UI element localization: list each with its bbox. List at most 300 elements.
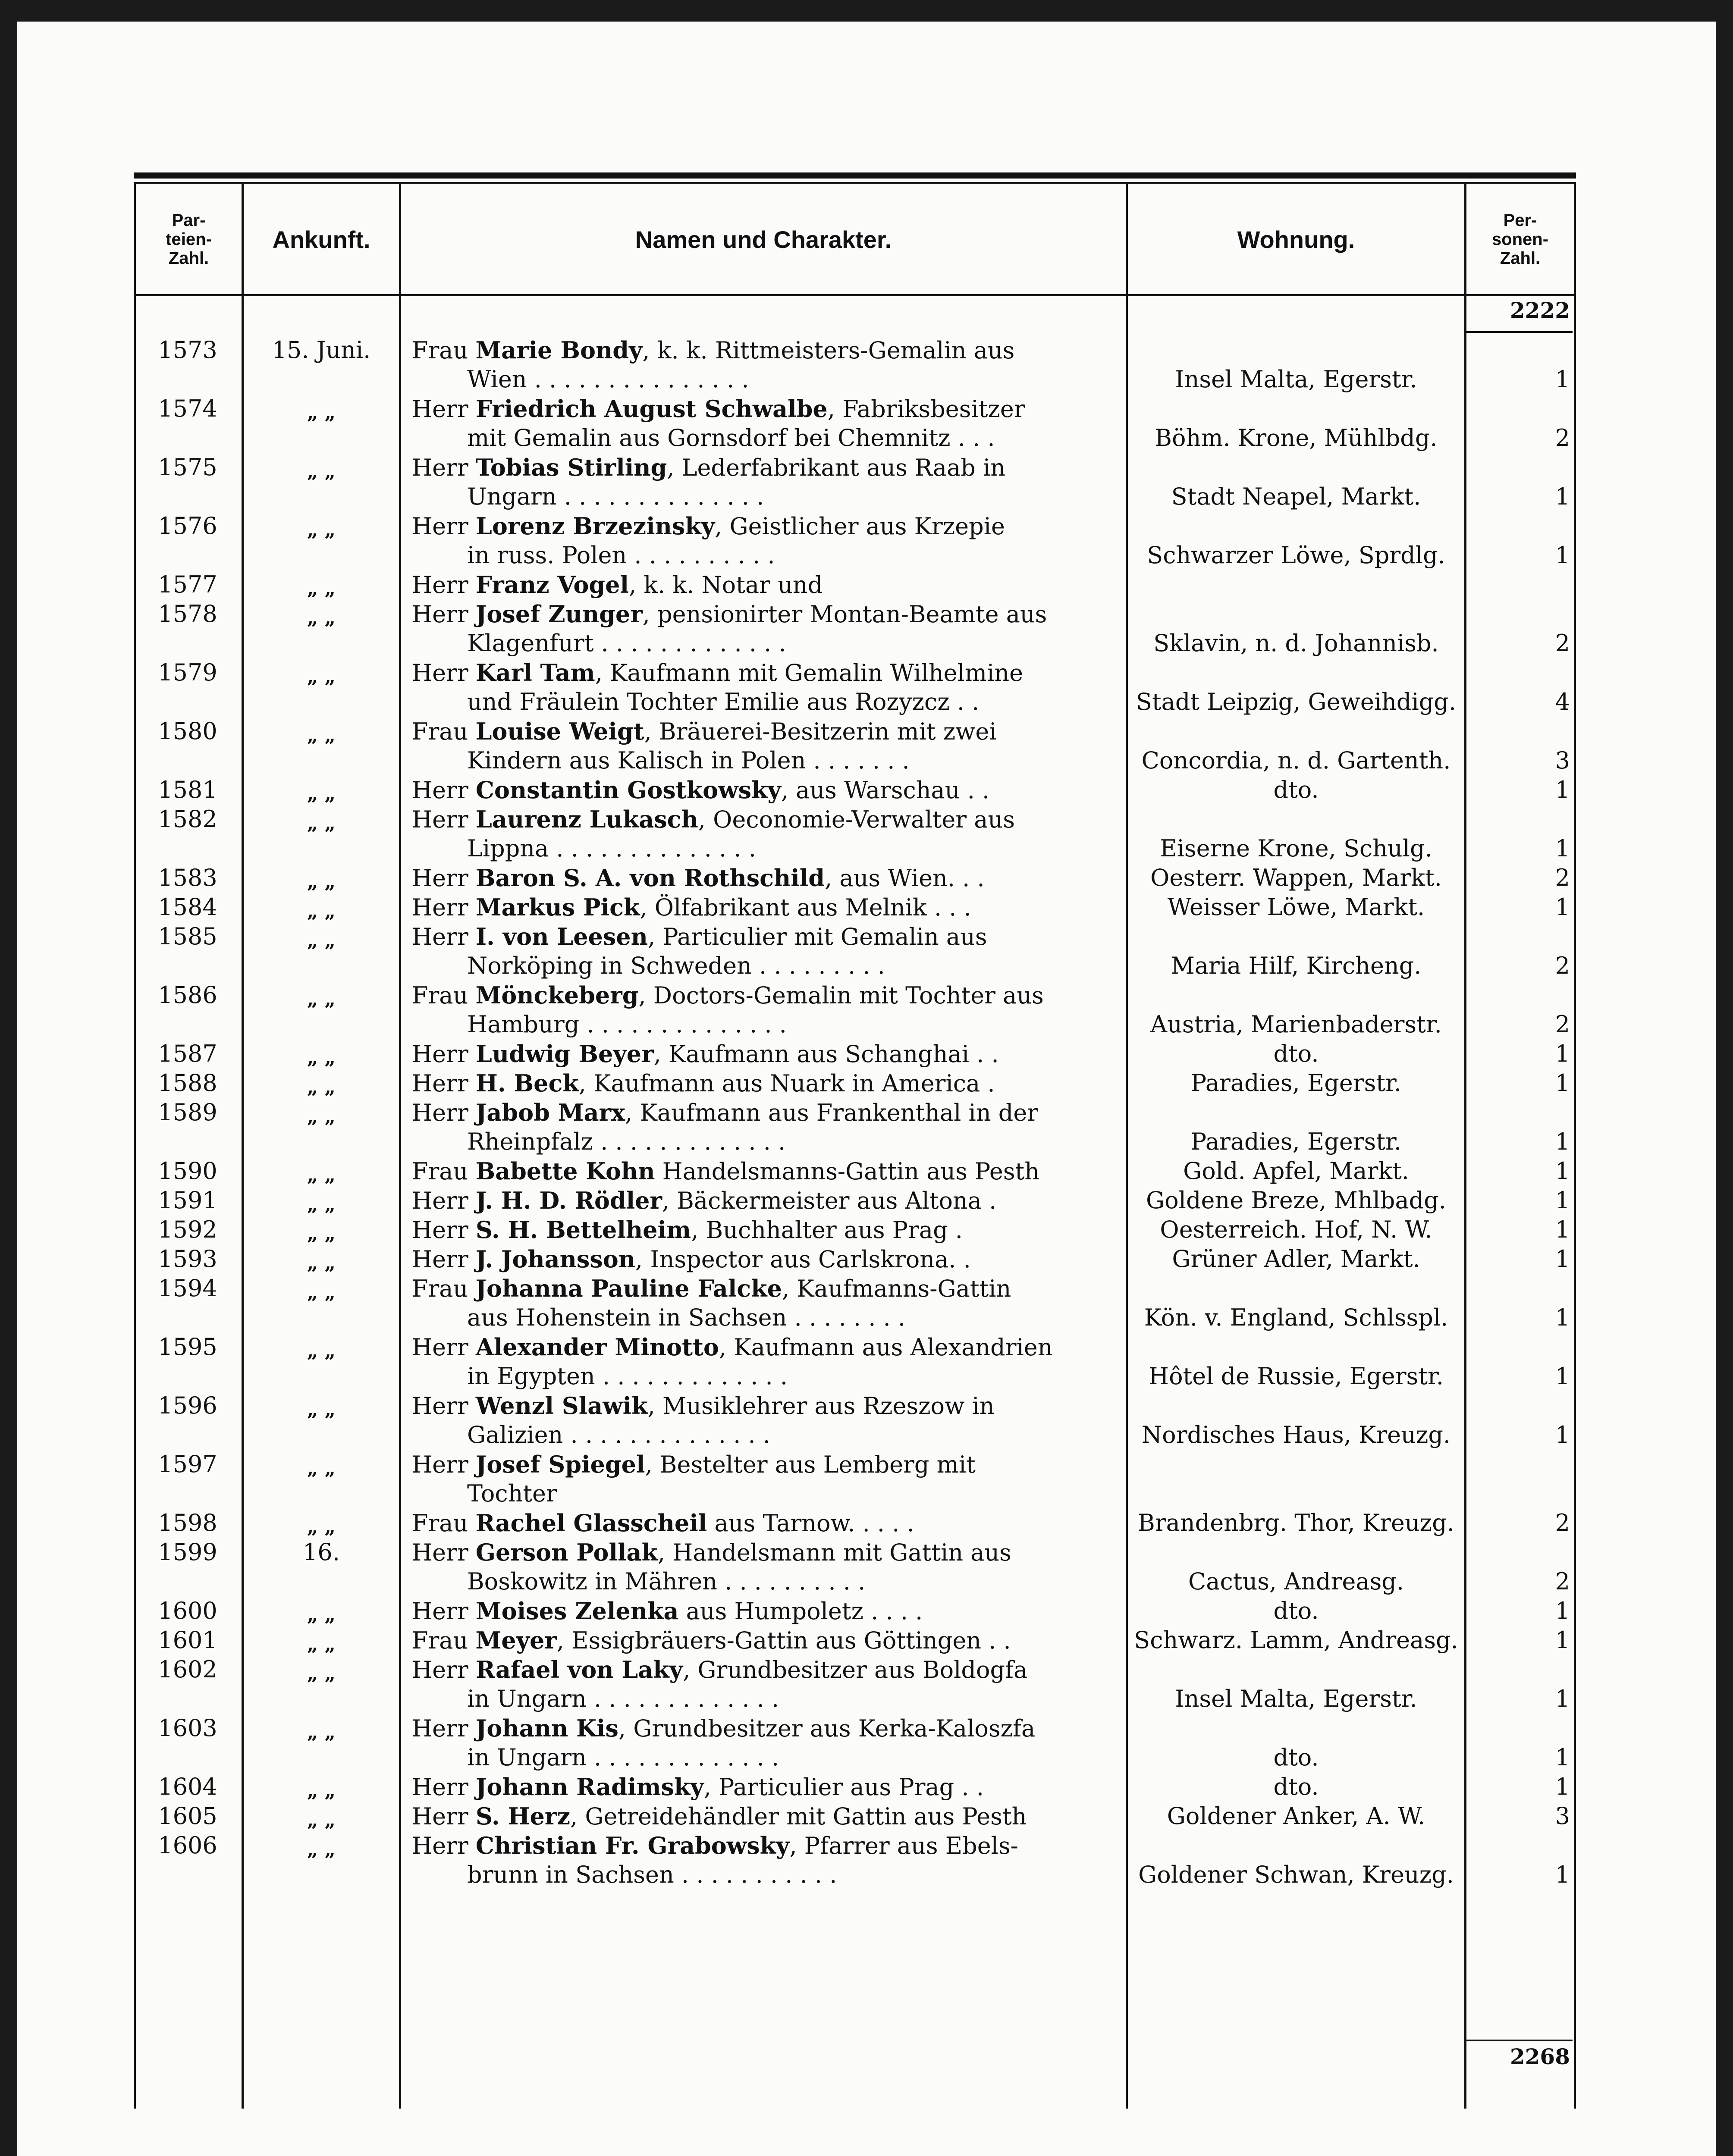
party-number: 1599 — [158, 1539, 217, 1566]
guest-name: H. Beck — [475, 1069, 579, 1097]
guest-title: Herr — [412, 1216, 468, 1244]
person-count: 1 — [1555, 1040, 1570, 1067]
person-count: 1 — [1555, 1685, 1570, 1712]
arrival-ditto: „ „ — [307, 1809, 336, 1831]
guest-description: , Oeconomie-Verwalter aus — [698, 806, 1015, 833]
lodging: Insel Malta, Egerstr. — [1175, 1685, 1417, 1712]
party-number: 1581 — [158, 776, 217, 803]
guest-description: , Ölfabrikant aus Melnik . . . — [640, 894, 971, 921]
guest-description-continued: Ungarn . . . . . . . . . . . . . . — [467, 483, 764, 510]
lodging: Concordia, n. d. Gartenth. — [1141, 747, 1451, 774]
guest-name: Jabob Marx — [475, 1099, 625, 1126]
party-number: 1582 — [158, 805, 217, 833]
person-count: 1 — [1555, 1216, 1570, 1243]
guest-title: Herr — [412, 865, 468, 892]
person-count: 1 — [1555, 483, 1570, 510]
guest-line — [412, 1274, 1011, 1304]
guest-description: , Essigbräuers-Gattin aus Göttingen . . — [556, 1627, 1011, 1654]
guest-title: Frau — [412, 337, 468, 364]
person-count: 1 — [1555, 893, 1570, 921]
guest-title: Frau — [412, 1158, 468, 1185]
person-count: 2 — [1555, 1509, 1570, 1536]
guest-title: Herr — [412, 1598, 468, 1625]
guest-line — [412, 1098, 1038, 1128]
guest-line — [412, 1244, 971, 1274]
header-rule — [134, 294, 1576, 296]
guest-description-continued: brunn in Sachsen . . . . . . . . . . . — [467, 1861, 837, 1888]
guest-line — [412, 1655, 1027, 1685]
arrival-ditto: „ „ — [307, 1223, 336, 1245]
table-row — [134, 335, 1576, 394]
table-row — [134, 511, 1576, 570]
party-number: 1594 — [158, 1275, 217, 1302]
arrival-ditto: „ „ — [307, 1604, 336, 1626]
guest-description: , Bäckermeister aus Altona . — [662, 1187, 997, 1214]
top-rule-thin — [134, 182, 1576, 184]
guest-description-continued: Rheinpfalz . . . . . . . . . . . . . — [467, 1128, 786, 1155]
arrival-ditto: „ „ — [307, 1340, 336, 1362]
guest-description-continued: Boskowitz in Mähren . . . . . . . . . . — [467, 1568, 866, 1595]
arrival-ditto: „ „ — [307, 1633, 336, 1655]
guest-line — [412, 805, 1015, 834]
party-number: 1583 — [158, 864, 217, 891]
table-row — [134, 1039, 1576, 1069]
arrival-ditto: „ „ — [307, 1457, 336, 1479]
guest-title: Frau — [412, 1275, 468, 1302]
table-row — [134, 453, 1576, 511]
party-number: 1606 — [158, 1832, 217, 1859]
table-row — [134, 1508, 1576, 1538]
guest-line — [412, 1831, 1018, 1861]
guest-description-continued: in Ungarn . . . . . . . . . . . . . — [467, 1685, 779, 1712]
guest-name: Franz Vogel — [475, 571, 629, 599]
person-count: 1 — [1555, 1626, 1570, 1654]
top-rule — [134, 172, 1576, 179]
guest-title: Frau — [412, 982, 468, 1009]
guest-title: Herr — [412, 1803, 468, 1830]
arrival-ditto: „ „ — [307, 1106, 336, 1128]
guest-description-continued: und Fräulein Tochter Emilie aus Rozyzcz . . — [467, 688, 980, 715]
guest-name: Markus Pick — [475, 893, 640, 921]
table-row — [134, 805, 1576, 863]
guest-name: J. H. D. Rödler — [475, 1187, 662, 1214]
arrival-ditto: „ „ — [307, 1663, 336, 1685]
arrival-ditto: „ „ — [307, 666, 336, 688]
arrival-ditto: „ „ — [307, 1721, 336, 1743]
arrival-ditto: „ „ — [307, 783, 336, 805]
guest-description: aus Humpoletz . . . . — [678, 1598, 923, 1625]
party-number: 1595 — [158, 1333, 217, 1360]
guest-name: Alexander Minotto — [475, 1333, 719, 1361]
arrival-ditto: „ „ — [307, 1194, 336, 1216]
lodging: Grüner Adler, Markt. — [1172, 1245, 1420, 1272]
guest-name: Lorenz Brzezinsky — [475, 512, 715, 540]
party-number: 1585 — [158, 923, 217, 950]
guest-line — [412, 1069, 995, 1098]
table-row — [134, 394, 1576, 453]
guest-description: , Kaufmanns-Gattin — [782, 1275, 1011, 1302]
guest-line — [412, 511, 1005, 541]
person-count: 3 — [1555, 747, 1570, 774]
guest-description-continued: Klagenfurt . . . . . . . . . . . . . — [467, 630, 786, 657]
party-number: 1604 — [158, 1773, 217, 1800]
guest-line — [412, 1802, 1027, 1831]
lodging: Cactus, Andreasg. — [1188, 1568, 1404, 1595]
table-row — [134, 1391, 1576, 1450]
guest-title: Frau — [412, 1510, 468, 1537]
party-number: 1578 — [158, 600, 217, 627]
arrival-ditto: „ „ — [307, 1839, 336, 1861]
guest-title: Herr — [412, 571, 468, 599]
lodging: Weisser Löwe, Markt. — [1167, 893, 1425, 921]
table-row — [134, 1244, 1576, 1274]
guest-description: , k. k. Notar und — [629, 571, 823, 599]
party-number: 1576 — [158, 512, 217, 539]
lodging: Kön. v. England, Schlsspl. — [1144, 1304, 1448, 1331]
scan-border-left — [0, 0, 17, 2156]
header-lodging: Wohnung. — [1237, 226, 1355, 253]
table-row — [134, 1332, 1576, 1391]
arrival-ditto: „ „ — [307, 1282, 336, 1304]
guest-description-continued: Tochter — [467, 1480, 557, 1507]
table-row — [134, 1186, 1576, 1215]
person-count: 1 — [1555, 1744, 1570, 1771]
guest-title: Herr — [412, 454, 468, 481]
person-count: 2 — [1555, 952, 1570, 979]
guest-line — [412, 981, 1044, 1010]
lodging: dto. — [1273, 1597, 1319, 1624]
guest-name: Johanna Pauline Falcke — [475, 1275, 782, 1302]
guest-name: Tobias Stirling — [475, 454, 667, 481]
guest-description-continued: mit Gemalin aus Gornsdorf bei Chemnitz . . . — [467, 424, 995, 451]
guest-line — [412, 863, 985, 893]
person-count: 2 — [1555, 630, 1570, 657]
guest-description: , k. k. Rittmeisters-Gemalin aus — [642, 337, 1015, 364]
guest-line — [412, 1215, 963, 1245]
lodging: Schwarzer Löwe, Sprdlg. — [1147, 542, 1445, 569]
guest-line — [412, 1714, 1035, 1743]
person-count: 2 — [1555, 1011, 1570, 1038]
table-row — [134, 717, 1576, 775]
lodging: Insel Malta, Egerstr. — [1175, 366, 1417, 393]
arrival-ditto: „ „ — [307, 988, 336, 1010]
guest-name: Babette Kohn — [475, 1157, 655, 1185]
guest-title: Herr — [412, 923, 468, 950]
guest-description: , Grundbesitzer aus Boldogfa — [683, 1656, 1028, 1683]
lodging: Oesterreich. Hof, N. W. — [1160, 1216, 1432, 1243]
guest-description-continued: in russ. Polen . . . . . . . . . . — [467, 542, 775, 569]
guest-description: , Kaufmann aus Alexandrien — [719, 1334, 1053, 1361]
guest-name: Mönckeberg — [475, 981, 639, 1009]
person-count: 1 — [1555, 835, 1570, 862]
guest-register-table — [134, 172, 1576, 2109]
arrival-ditto: „ „ — [307, 900, 336, 922]
lodging: Stadt Neapel, Markt. — [1171, 483, 1421, 510]
guest-title: Herr — [412, 1070, 468, 1097]
table-row — [134, 570, 1576, 599]
lodging: dto. — [1273, 776, 1319, 803]
table-row — [134, 922, 1576, 981]
person-count: 1 — [1555, 366, 1570, 393]
guest-title: Herr — [412, 601, 468, 628]
guest-description: , Doctors-Gemalin mit Tochter aus — [638, 982, 1044, 1009]
carry-over-rule — [1466, 331, 1573, 333]
guest-description: , Grundbesitzer aus Kerka-Kaloszfa — [618, 1715, 1036, 1742]
guest-description-continued: Lippna . . . . . . . . . . . . . . — [467, 835, 756, 862]
lodging: dto. — [1273, 1744, 1319, 1771]
table-row — [134, 1831, 1576, 1890]
guest-title: Herr — [412, 659, 468, 686]
table-row — [134, 775, 1576, 805]
table-row — [134, 1596, 1576, 1626]
guest-name: Josef Zunger — [475, 600, 643, 628]
arrival-ditto: „ „ — [307, 519, 336, 541]
party-number: 1605 — [158, 1802, 217, 1830]
person-count: 2 — [1555, 424, 1570, 451]
guest-description: , Kaufmann aus Nuark in America . — [578, 1070, 995, 1097]
guest-description: , aus Wien. . . — [825, 865, 985, 892]
table-row — [134, 1069, 1576, 1098]
party-number: 1573 — [158, 336, 217, 364]
table-row — [134, 1450, 1576, 1508]
guest-title: Herr — [412, 1392, 468, 1420]
lodging: Goldener Schwan, Kreuzg. — [1138, 1861, 1454, 1888]
guest-description-continued: Norköping in Schweden . . . . . . . . . — [467, 952, 885, 979]
guest-name: Constantin Gostkowsky — [475, 776, 781, 804]
arrival-ditto: „ „ — [307, 1516, 336, 1538]
table-row — [134, 1626, 1576, 1655]
total-rule — [1466, 2040, 1573, 2041]
guest-title: Herr — [412, 1656, 468, 1683]
arrival-ditto: „ „ — [307, 1252, 336, 1274]
table-row — [134, 893, 1576, 922]
guest-name: Marie Bondy — [475, 336, 643, 364]
arrival-ditto: „ „ — [307, 402, 336, 424]
guest-title: Herr — [412, 1774, 468, 1801]
scan-border-right — [1716, 0, 1733, 2156]
party-number: 1598 — [158, 1509, 217, 1536]
guest-title: Herr — [412, 1451, 468, 1478]
party-number: 1602 — [158, 1656, 217, 1683]
guest-description: , Handelsmann mit Gattin aus — [657, 1539, 1011, 1566]
guest-description-continued: aus Hohenstein in Sachsen . . . . . . . . — [467, 1304, 906, 1331]
table-row — [134, 1156, 1576, 1186]
lodging: Hôtel de Russie, Egerstr. — [1148, 1363, 1444, 1390]
guest-line — [412, 599, 1047, 629]
party-number: 1590 — [158, 1157, 217, 1185]
guest-description: , Geistlicher aus Krzepie — [715, 513, 1005, 540]
table-row — [134, 1098, 1576, 1156]
party-number: 1593 — [158, 1245, 217, 1272]
guest-description: Handelsmanns-Gattin aus Pesth — [655, 1158, 1040, 1185]
party-number: 1580 — [158, 718, 217, 745]
guest-description: , Bräuerei-Besitzerin mit zwei — [644, 718, 997, 745]
guest-name: Moises Zelenka — [475, 1597, 679, 1625]
guest-line — [412, 1596, 923, 1626]
header-names: Namen und Charakter. — [635, 226, 892, 253]
lodging: Paradies, Egerstr. — [1190, 1069, 1402, 1097]
lodging: Goldener Anker, A. W. — [1167, 1802, 1425, 1830]
guest-description: , Lederfabrikant aus Raab in — [667, 454, 1006, 481]
lodging: Maria Hilf, Kircheng. — [1171, 952, 1422, 979]
lodging: Goldene Breze, Mhlbadg. — [1146, 1187, 1446, 1214]
guest-title: Herr — [412, 1040, 468, 1068]
guest-line — [412, 1156, 1039, 1186]
arrival-ditto: „ „ — [307, 871, 336, 893]
guest-line — [412, 1332, 1053, 1362]
guest-description: , pensionirter Montan-Beamte aus — [642, 601, 1047, 628]
guest-line — [412, 1508, 914, 1538]
person-count: 1 — [1555, 1304, 1570, 1331]
guest-title: Frau — [412, 718, 468, 745]
table-row — [134, 1714, 1576, 1772]
guest-name: Johann Kis — [475, 1714, 618, 1742]
lodging: Nordisches Haus, Kreuzg. — [1141, 1421, 1451, 1448]
guest-description: , Fabriksbesitzer — [827, 395, 1025, 423]
person-count: 1 — [1555, 1597, 1570, 1624]
guest-description: , Kaufmann aus Frankenthal in der — [625, 1099, 1039, 1126]
person-count: 3 — [1555, 1802, 1570, 1830]
guest-line — [412, 922, 987, 952]
lodging: Böhm. Krone, Mühlbdg. — [1155, 424, 1438, 451]
guest-description: , Getreidehändler mit Gattin aus Pesth — [570, 1803, 1027, 1830]
guest-description-continued: in Egypten . . . . . . . . . . . . . — [467, 1363, 788, 1390]
guest-name: Johann Radimsky — [475, 1773, 704, 1801]
guest-name: Karl Tam — [475, 659, 595, 686]
person-count: 1 — [1555, 1363, 1570, 1390]
guest-title: Herr — [412, 513, 468, 540]
party-number: 1592 — [158, 1216, 217, 1243]
person-count: 1 — [1555, 542, 1570, 569]
total-count: 2268 — [1510, 2044, 1570, 2069]
table-row — [134, 981, 1576, 1039]
carry-over-count: 2222 — [1510, 298, 1570, 323]
guest-name: Laurenz Lukasch — [475, 805, 698, 833]
party-number: 1596 — [158, 1392, 217, 1419]
person-count: 1 — [1555, 1421, 1570, 1448]
arrival-ditto: „ „ — [307, 724, 336, 746]
guest-description: , Musiklehrer aus Rzeszow in — [647, 1392, 995, 1420]
table-row — [134, 1274, 1576, 1332]
lodging: Eiserne Krone, Schulg. — [1160, 835, 1432, 862]
guest-description-continued: in Ungarn . . . . . . . . . . . . . — [467, 1744, 779, 1771]
person-count: 2 — [1555, 1568, 1570, 1595]
person-count: 1 — [1555, 1187, 1570, 1214]
guest-line — [412, 893, 971, 922]
guest-description-continued: Galizien . . . . . . . . . . . . . . — [467, 1421, 770, 1448]
party-number: 1574 — [158, 395, 217, 422]
guest-line — [412, 1626, 1011, 1655]
guest-line — [412, 658, 1023, 688]
party-number: 1600 — [158, 1597, 217, 1624]
guest-name: Friedrich August Schwalbe — [475, 395, 828, 423]
table-row — [134, 599, 1576, 658]
guest-description: aus Tarnow. . . . . — [707, 1510, 914, 1537]
lodging: Brandenbrg. Thor, Kreuzg. — [1138, 1509, 1454, 1536]
guest-title: Herr — [412, 1187, 468, 1214]
guest-description: , Buchhalter aus Prag . — [691, 1216, 963, 1244]
guest-description: , Bestelter aus Lemberg mit — [645, 1451, 976, 1478]
party-number: 1584 — [158, 893, 217, 921]
arrival-ditto: „ „ — [307, 578, 336, 600]
guest-title: Herr — [412, 1099, 468, 1126]
table-row — [134, 1655, 1576, 1714]
guest-line — [412, 1772, 984, 1802]
person-count: 2 — [1555, 864, 1570, 891]
table-row — [134, 1772, 1576, 1802]
party-number: 1589 — [158, 1099, 217, 1126]
party-number: 1579 — [158, 659, 217, 686]
person-count: 4 — [1555, 688, 1570, 715]
guest-name: Gerson Pollak — [475, 1539, 658, 1566]
arrival-ditto: „ „ — [307, 930, 336, 952]
arrival-date: 16. — [303, 1539, 340, 1566]
guest-title: Frau — [412, 1627, 468, 1654]
guest-line — [412, 1391, 995, 1421]
party-number: 1575 — [158, 454, 217, 481]
arrival-ditto: „ „ — [307, 1399, 336, 1421]
lodging: Schwarz. Lamm, Andreasg. — [1134, 1626, 1458, 1654]
guest-name: Rachel Glasscheil — [475, 1509, 707, 1537]
person-count: 1 — [1555, 1773, 1570, 1800]
guest-description-continued: Wien . . . . . . . . . . . . . . . — [467, 366, 749, 393]
guest-title: Herr — [412, 395, 468, 423]
guest-line — [412, 453, 1005, 483]
guest-name: J. Johansson — [475, 1245, 635, 1273]
person-count: 1 — [1555, 776, 1570, 803]
guest-title: Herr — [412, 1246, 468, 1273]
arrival-ditto: „ „ — [307, 1164, 336, 1186]
lodging: Austria, Marienbaderstr. — [1150, 1011, 1442, 1038]
party-number: 1587 — [158, 1040, 217, 1067]
lodging: dto. — [1273, 1773, 1319, 1800]
party-number: 1603 — [158, 1714, 217, 1742]
guest-name: S. Herz — [475, 1802, 571, 1830]
guest-line — [412, 335, 1014, 365]
party-number: 1597 — [158, 1451, 217, 1478]
guest-name: Louise Weigt — [475, 718, 644, 745]
lodging: Gold. Apfel, Markt. — [1183, 1157, 1409, 1185]
guest-title: Herr — [412, 894, 468, 921]
guest-description: , aus Warschau . . — [781, 777, 990, 804]
guest-name: Wenzl Slawik — [475, 1392, 648, 1420]
guest-title: Herr — [412, 1715, 468, 1742]
guest-title: Herr — [412, 777, 468, 804]
lodging: Oesterr. Wappen, Markt. — [1150, 864, 1442, 891]
guest-line — [412, 1450, 976, 1479]
person-count: 1 — [1555, 1245, 1570, 1272]
guest-description: , Kaufmann aus Schanghai . . — [653, 1040, 999, 1068]
lodging: Sklavin, n. d. Johannisb. — [1153, 630, 1439, 657]
guest-description: , Particulier aus Prag . . — [703, 1774, 984, 1801]
guest-name: Meyer — [475, 1626, 557, 1654]
guest-description: , Pfarrer aus Ebels- — [789, 1832, 1018, 1859]
party-number: 1591 — [158, 1187, 217, 1214]
table-row — [134, 863, 1576, 893]
party-number: 1588 — [158, 1069, 217, 1097]
table-row — [134, 1215, 1576, 1244]
guest-line — [412, 570, 823, 600]
guest-description-continued: Hamburg . . . . . . . . . . . . . . — [467, 1011, 787, 1038]
person-count: 1 — [1555, 1069, 1570, 1097]
guest-description: , Kaufmann mit Gemalin Wilhelmine — [595, 659, 1023, 686]
guest-title: Herr — [412, 1832, 468, 1859]
guest-name: I. von Leesen — [475, 923, 648, 950]
table-row — [134, 658, 1576, 717]
guest-line — [412, 775, 989, 805]
guest-line — [412, 1186, 996, 1216]
arrival-ditto: „ „ — [307, 1076, 336, 1098]
